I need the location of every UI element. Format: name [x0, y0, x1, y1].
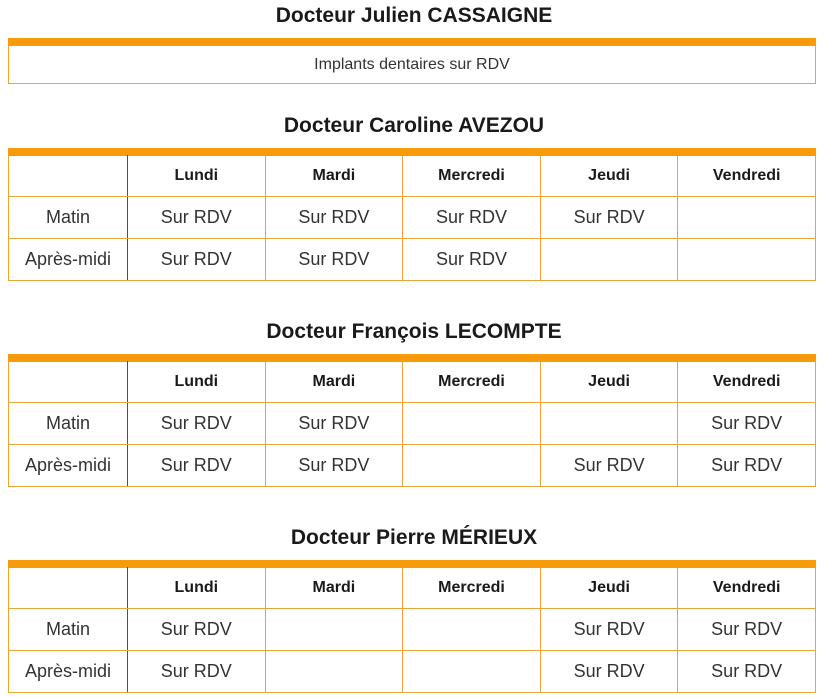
slot-cell: Sur RDV [540, 609, 678, 651]
doctor-title: Docteur François LECOMPTE [266, 320, 562, 343]
table-row [9, 403, 816, 445]
slot-cell: Sur RDV [678, 609, 816, 651]
day-header: Jeudi [540, 567, 678, 609]
doctor-note: Implants dentaires sur RDV [8, 46, 816, 84]
section-divider [8, 38, 816, 46]
day-header: Vendredi [678, 567, 816, 609]
empty-header-cell [9, 361, 128, 403]
empty-header-cell [9, 567, 128, 609]
slot-cell: Sur RDV [128, 403, 266, 445]
table-header-row [9, 361, 816, 403]
slot-cell [540, 403, 678, 445]
day-header: Vendredi [678, 155, 816, 197]
slot-cell: Sur RDV [540, 651, 678, 693]
slot-cell: Sur RDV [128, 609, 266, 651]
day-header: Vendredi [678, 361, 816, 403]
slot-cell: Sur RDV [540, 445, 678, 487]
empty-header-cell [9, 155, 128, 197]
table-row [9, 197, 816, 239]
schedule-table [8, 361, 816, 487]
slot-cell [403, 609, 541, 651]
slot-cell [403, 403, 541, 445]
slot-cell: Sur RDV [265, 239, 403, 281]
slot-cell: Sur RDV [403, 197, 541, 239]
slot-cell [403, 445, 541, 487]
day-header: Mercredi [403, 155, 541, 197]
slot-cell [678, 197, 816, 239]
slot-cell [403, 651, 541, 693]
slot-cell: Sur RDV [265, 403, 403, 445]
slot-cell: Sur RDV [265, 197, 403, 239]
day-header: Lundi [128, 155, 266, 197]
period-label: Matin [9, 609, 128, 651]
day-header: Jeudi [540, 155, 678, 197]
doctor-title: Docteur Julien CASSAIGNE [275, 4, 553, 27]
slot-cell: Sur RDV [540, 197, 678, 239]
table-row [9, 609, 816, 651]
slot-cell: Sur RDV [128, 651, 266, 693]
day-header: Mardi [265, 361, 403, 403]
slot-cell: Sur RDV [265, 445, 403, 487]
day-header: Lundi [128, 361, 266, 403]
day-header: Mardi [265, 567, 403, 609]
table-row [9, 239, 816, 281]
schedule-table [8, 567, 816, 693]
table-header-row [9, 155, 816, 197]
table-header-row [9, 567, 816, 609]
period-label: Matin [9, 403, 128, 445]
doctor-title: Docteur Pierre MÉRIEUX [290, 526, 538, 549]
slot-cell [265, 651, 403, 693]
slot-cell: Sur RDV [128, 445, 266, 487]
slot-cell [265, 609, 403, 651]
slot-cell: Sur RDV [678, 651, 816, 693]
table-row [9, 651, 816, 693]
slot-cell: Sur RDV [128, 239, 266, 281]
period-label: Après-midi [9, 445, 128, 487]
day-header: Mercredi [403, 361, 541, 403]
day-header: Mercredi [403, 567, 541, 609]
slot-cell [540, 239, 678, 281]
period-label: Après-midi [9, 651, 128, 693]
table-row [9, 445, 816, 487]
period-label: Après-midi [9, 239, 128, 281]
doctor-title: Docteur Caroline AVEZOU [283, 114, 545, 137]
slot-cell: Sur RDV [678, 403, 816, 445]
period-label: Matin [9, 197, 128, 239]
slot-cell: Sur RDV [678, 445, 816, 487]
day-header: Lundi [128, 567, 266, 609]
slot-cell: Sur RDV [403, 239, 541, 281]
slot-cell [678, 239, 816, 281]
schedule-table [8, 155, 816, 281]
day-header: Mardi [265, 155, 403, 197]
slot-cell: Sur RDV [128, 197, 266, 239]
day-header: Jeudi [540, 361, 678, 403]
